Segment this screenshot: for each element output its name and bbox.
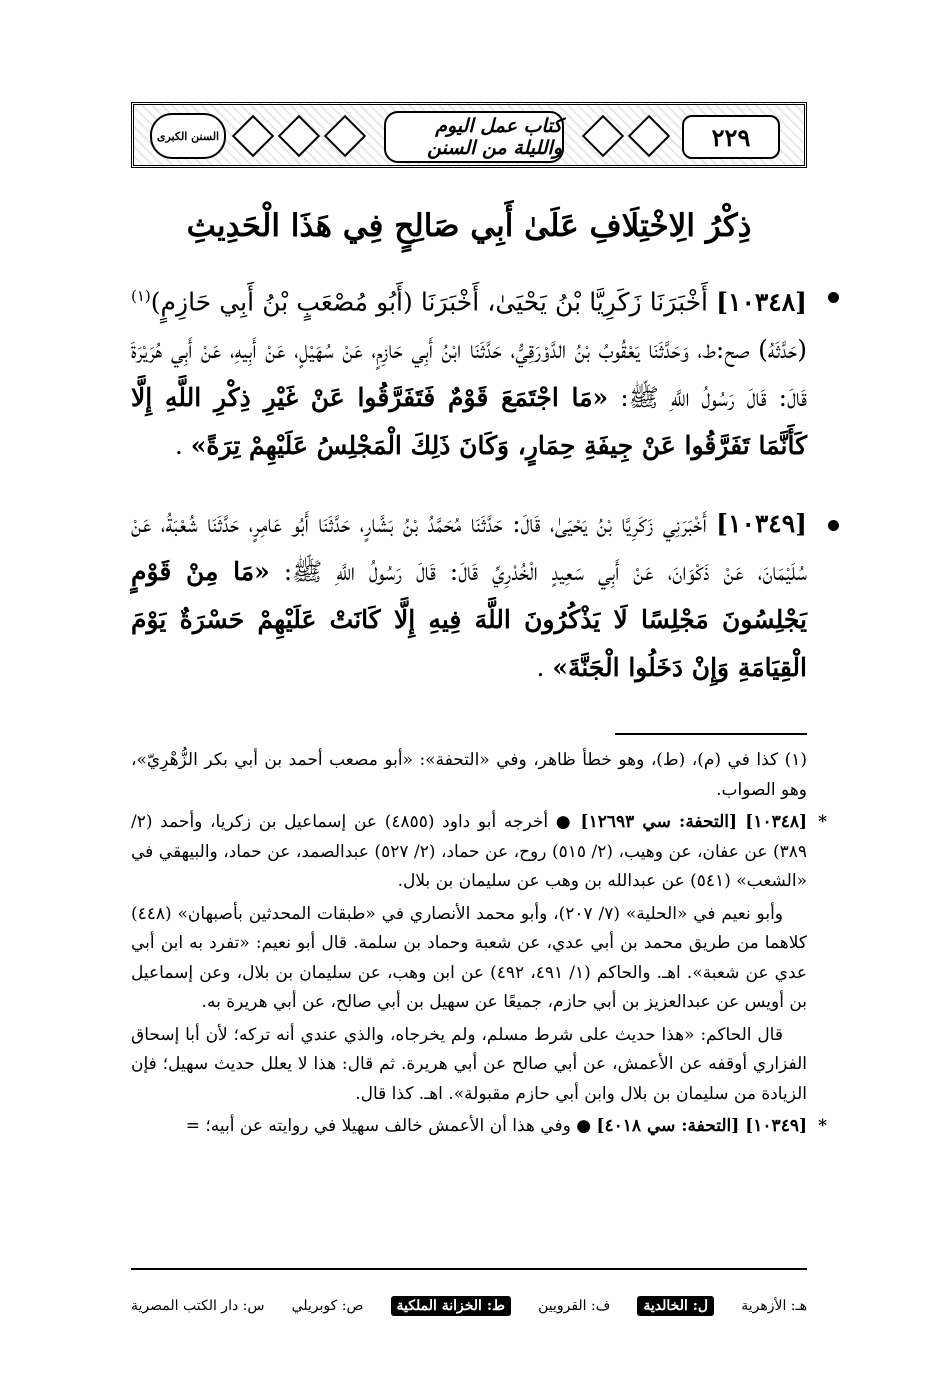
hadith-end: . [174, 431, 183, 461]
hadith-matn: «مَا مِنْ قَوْمٍ يَجْلِسُونَ مَجْلِسًا لَا يَذْكُرُونَ اللَّهَ فِيهِ إِلَّا كَانَتْ عَلَيْهِمْ حَسْرَةٌ يَوْمَ الْقِيَامَةِ وَإِنْ دَخَلُوا الْجَنَّةَ» [131, 557, 807, 682]
footnotes [131, 746, 827, 1142]
legend-item: هـ: الأزهرية [741, 1298, 807, 1314]
star-marker: * [818, 1116, 827, 1136]
footnote-ref: (١) [131, 287, 151, 305]
page-header [131, 102, 807, 168]
ornament-icon [582, 115, 624, 157]
ornament-icon [628, 115, 670, 157]
footnote-1: (١) كذا في (م)، (ط)، وهو خطأ ظاهر، وفي «التحفة»: «أبو مصعب أحمد بن أبي بكر الزُّهْرِيّ»، وهو الصواب. [131, 750, 807, 800]
hadith-10348 [131, 272, 807, 470]
takhrij-10348 [131, 808, 827, 897]
chapter-heading: ذِكْرُ الِاخْتِلَافِ عَلَىٰ أَبِي صَالِحٍ فِي هَذَا الْحَدِيثِ [186, 208, 752, 244]
bullet-icon [828, 292, 839, 303]
ornament-icon [232, 115, 274, 157]
takhrij-text: ● وفي هذا أن الأعمش خالف سهيلا في روايته عن أبيه؛ = [185, 1116, 592, 1136]
hadith-end: . [536, 653, 545, 682]
footnote-divider [615, 733, 807, 735]
takhrij-10348-para-2: وأبو نعيم في «الحلية» (٧/ ٢٠٧)، وأبو محمد الأنصاري في «طبقات المحدثين بأصبهان» (٤٤٨) كلاهما من طريق محمد بن أبي عدي، عن شعبة وحماد بن سلمة. قال أبو نعيم: «تفرد به ابن أبي عدي عن شعبة». اهـ. والحاكم (١/ ٤٩١، ٤٩٢) عن ابن وهب، عن سليمان بن بلال، وعن إسماعيل بن أويس عن عبدالعزيز بن أبي حازم، جميعًا عن سهيل بن أبي صالح، عن أبي هريرة به. [131, 903, 808, 1012]
page-number: ٢٢٩ [682, 115, 780, 159]
takhrij-label: [١٠٣٤٨] [التحفة: سي ١٢٦٩٣] [580, 812, 808, 832]
ornament-icon [324, 115, 366, 157]
manuscript-legend [131, 1293, 807, 1319]
isnad-text: أَخْبَرَنَا زَكَرِيَّا بْنُ يَحْيَىٰ، أَخْبَرَنَا (أَبُو مُصْعَبٍ بْنُ أَبِي حَازِمٍ) [150, 287, 709, 317]
hadith-10349 [131, 500, 807, 692]
bullet-icon [828, 520, 839, 531]
takhrij-text: ● أخرجه أبو داود (٤٨٥٥) عن إسماعيل بن زكريا، وأحمد (٢/ ٣٨٩) عن عفان، عن وهيب، (٢/ ٥١٥) روح، عن حماد، (٢/ ٥٢٧) عبدالصمد، عن حماد، والبيهقي في «الشعب» (٥٤١) عن عبدالله بن وهب عن سليمان بن بلال. [131, 812, 807, 891]
isnad-text: أَخْبَرَنِي زَكَرِيَّا بْنُ يَحْيَىٰ، قَالَ: حَدَّثَنَا مُحَمَّدُ بْنُ بَشَّارٍ، حَدَّثَنَا أَبُو عَامِرٍ، حَدَّثَنَا شُعْبَةُ، عَنْ سُلَيْمَانَ، عَنْ ذَكْوَانَ، عَنْ أَبِي سَعِيدٍ الْخُدْرِيِّ قَالَ: قَالَ رَسُولُ اللَّهِ ﷺ: [131, 509, 807, 586]
takhrij-label: [١٠٣٤٩] [التحفة: سي ٤٠١٨] [596, 1116, 807, 1136]
hadith-number: [١٠٣٤٨] [716, 287, 807, 317]
legend-item: ف: القرويين [538, 1298, 611, 1314]
star-marker: * [818, 812, 827, 832]
legend-item: ص: كوبريلي [291, 1298, 364, 1314]
book-title: كتاب عمل اليوم والليلة من السنن [384, 111, 564, 163]
legend-divider [131, 1268, 807, 1270]
hadith-matn: «مَا اجْتَمَعَ قَوْمٌ فَتَفَرَّقُوا عَنْ غَيْرِ ذِكْرِ اللَّهِ إِلَّا كَأَنَّمَا تَفَرَّقُوا عَنْ جِيفَةِ حِمَارٍ، وَكَانَ ذَلِكَ الْمَجْلِسُ عَلَيْهِمْ تِرَةً» [131, 383, 807, 461]
ornament-icon [278, 115, 320, 157]
hadith-number: [١٠٣٤٩] [716, 509, 807, 538]
legend-item: ط: الخزانة الملكية [391, 1296, 511, 1316]
book-logo: السنن الكبرى [150, 113, 226, 159]
isnad-text-continued: (حَدَّثَهُ) صح:ط، وَحَدَّثَنَا يَعْقُوبُ بْنُ الدَّوْرَقِيُّ، حَدَّثَنَا ابْنُ أَبِي حَازِمٍ، عَنْ سُهَيْلٍ، عَنْ أَبِيهِ، عَنْ أَبِي هُرَيْرَةَ قَالَ: قَالَ رَسُولُ اللَّهِ ﷺ: [131, 335, 807, 413]
takhrij-10349 [131, 1112, 827, 1142]
legend-item: ل: الخالدية [637, 1296, 714, 1316]
takhrij-10348-para-3: قال الحاكم: «هذا حديث على شرط مسلم، ولم يخرجاه، والذي عندي أنه تركه؛ لأن أبا إسحاق الفزاري أوقفه عن الأعمش، عن أبي صالح عن أبي هريرة. ثم قال: هذا لا يعلل حديث سهيل؛ فإن الزيادة من سليمان بن بلال وابن أبي حازم مقبولة». اهـ. كذا قال. [131, 1024, 807, 1104]
legend-item: س: دار الكتب المصرية [131, 1298, 265, 1314]
